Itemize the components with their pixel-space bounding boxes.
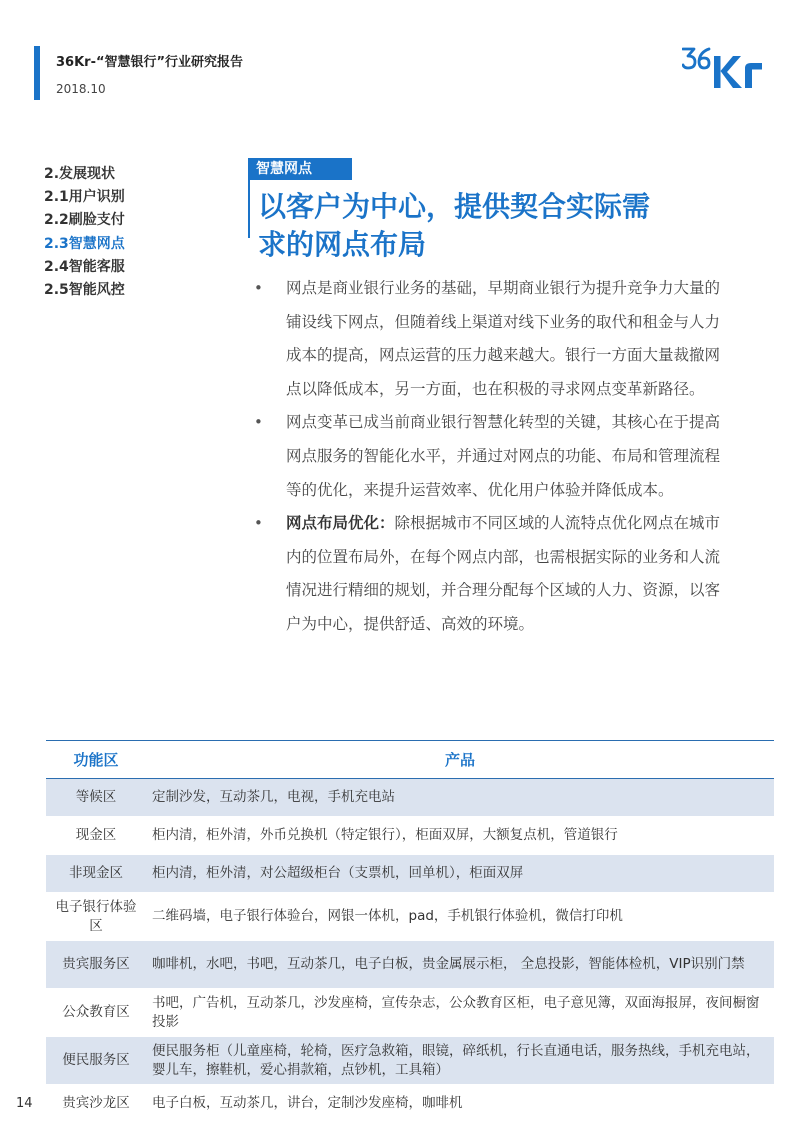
section-tag: 智慧网点 (248, 158, 352, 180)
products-cell: 柜内清，柜外清，对公超级柜台（支票机，回单机），柜面双屏 (146, 855, 774, 893)
products-cell: 电子白板，互动茶几，讲台，定制沙发座椅，咖啡机 (146, 1085, 774, 1122)
products-cell: 柜内清，柜外清，外币兑换机（特定银行），柜面双屏，大额复点机，管道银行 (146, 817, 774, 855)
report-title: 36Kr-“智慧银行”行业研究报告 (56, 55, 244, 70)
area-cell: 现金区 (46, 817, 146, 855)
function-area-table (46, 740, 774, 1122)
bullet-list (252, 272, 722, 642)
area-cell: 等候区 (46, 779, 146, 817)
area-cell: 贵宾服务区 (46, 941, 146, 989)
table-row (46, 941, 774, 989)
sidenav-item-smart-customer-service[interactable]: 2.4智能客服 (44, 258, 125, 275)
table-row (46, 779, 774, 817)
products-cell: 二维码墙，电子银行体验台，网银一体机，pad，手机银行体验机，微信打印机 (146, 893, 774, 941)
heading-accent-rule (248, 180, 250, 238)
header-accent-bar (34, 46, 40, 100)
report-date: 2018.10 (56, 82, 106, 96)
area-cell: 电子银行体验区 (46, 893, 146, 941)
page-heading-line-2: 求的网点布局 (258, 228, 427, 261)
products-cell: 定制沙发，互动茶几，电视，手机充电站 (146, 779, 774, 817)
bullet-item (252, 272, 722, 406)
column-header-products: 产品 (146, 741, 774, 779)
bullet-item (252, 507, 722, 641)
section-navigation (44, 163, 224, 302)
bullet-item (252, 406, 722, 507)
area-cell: 公众教育区 (46, 989, 146, 1037)
area-cell: 非现金区 (46, 855, 146, 893)
table-row (46, 855, 774, 893)
bullet-text: 除根据城市不同区域的人流特点优化网点在城市内的位置布局外，在每个网点内部，也需根据实际的业务和人流情况进行精细的规划，并合理分配每个区域的人力、资源，以客户为中心，提供舒适、高效的环境。 (286, 514, 721, 633)
column-header-area: 功能区 (46, 741, 146, 779)
table-row (46, 1085, 774, 1122)
sidenav-item-development-status[interactable]: 2.发展现状 (44, 166, 116, 182)
bullet-dot-icon: • (254, 514, 263, 533)
sidenav-item-smart-risk-control[interactable]: 2.5智能风控 (44, 282, 125, 299)
bullet-text: 网点是商业银行业务的基础，早期商业银行为提升竞争力大量的铺设线下网点，但随着线上渠道对线下业务的取代和租金与人力成本的提高，网点运营的压力越来越大。银行一方面大量裁撤网点以降低成本，另一方面，也在积极的寻求网点变革新路径。 (286, 279, 721, 398)
products-cell: 便民服务柜（儿童座椅，轮椅，医疗急救箱，眼镜，碎纸机，行长直通电话，服务热线，手机充电站，婴儿车，擦鞋机，爱心捐款箱，点钞机，工具箱） (146, 1037, 774, 1085)
sidenav-item-user-identification[interactable]: 2.1用户识别 (44, 189, 125, 206)
sidenav-item-face-payment[interactable]: 2.2刷脸支付 (44, 212, 125, 229)
table-row (46, 893, 774, 941)
area-cell: 便民服务区 (46, 1037, 146, 1085)
sidenav-item-smart-branch[interactable]: 2.3智慧网点 (44, 235, 125, 252)
products-cell: 咖啡机，水吧，书吧，互动茶几，电子白板，贵金属展示柜， 全息投影，智能体检机，VIP识别门禁 (146, 941, 774, 989)
bullet-dot-icon: • (254, 279, 263, 297)
table-row (46, 989, 774, 1037)
table-row (46, 1037, 774, 1085)
products-cell: 书吧，广告机，互动茶几，沙发座椅，宣传杂志，公众教育区柜，电子意见簿，双面海报屏，夜间橱窗投影 (146, 989, 774, 1037)
table-row (46, 817, 774, 855)
page-number: 14 (16, 1096, 33, 1111)
page-heading (258, 188, 728, 264)
bullet-dot-icon: • (254, 413, 263, 432)
area-cell: 贵宾沙龙区 (46, 1085, 146, 1122)
bullet-text: 网点变革已成当前商业银行智慧化转型的关键，其核心在于提高网点服务的智能化水平，并通过对网点的功能、布局和管理流程等的优化，来提升运营效率、优化用户体验并降低成本。 (286, 413, 721, 499)
36kr-logo (682, 44, 764, 90)
bullet-lead: 网点布局优化： (286, 514, 395, 533)
page-heading-line-1: 以客户为中心，提供契合实际需 (258, 190, 651, 223)
table-header-row (46, 741, 774, 779)
